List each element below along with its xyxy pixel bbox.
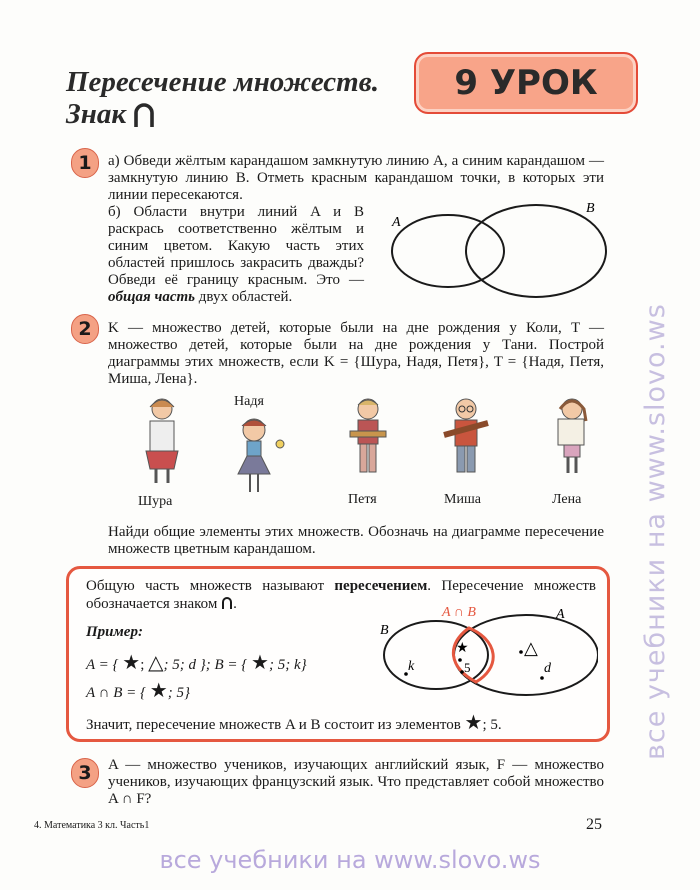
star-icon: ★ <box>149 680 168 702</box>
title-line-1: Пересечение множеств. <box>66 66 379 98</box>
child-name-nadya: Надя <box>234 394 264 409</box>
oval-a-label: A <box>392 215 401 230</box>
child-name-petya: Петя <box>348 492 377 507</box>
element-five: 5 <box>464 660 471 675</box>
set-a-definition: A = { ★; △; 5; d }; B = { ★; 5; k} <box>86 652 307 674</box>
example-label: Пример: <box>86 624 143 640</box>
star-icon: ★ <box>464 712 483 734</box>
label-a: A <box>556 607 565 622</box>
task1-part-b: б) Области внутри линий A и B раскрась соответственно жёлтым и синим цветом. Какую часть этих областей пришлось закрасить дважды? Обведи её границу красным. Это — общая часть двух областей. <box>108 204 364 305</box>
element-triangle: △ <box>524 638 538 659</box>
label-a-intersect-b: A ∩ B <box>442 605 476 620</box>
intersection-sign-icon <box>133 101 155 127</box>
rule-definition: Общую часть множеств называют пересечением. Пересечение множеств обозначается знаком . <box>86 578 596 612</box>
rule-conclusion: Значит, пересечение множеств A и B состоит из элементов ★; 5. <box>86 712 502 734</box>
rule-term: пересечением <box>334 578 428 594</box>
task2-text: K — множество детей, которые были на дне рождения у Коли, T — множество детей, которые были на дне рождения у Тани. Построй диаграммы этих множеств, если K = {Шура, Надя, Петя}, T = {Надя, Петя, Миша, Лена}. <box>108 320 604 387</box>
two-ovals-diagram <box>380 196 610 308</box>
triangle-icon: △ <box>148 652 164 674</box>
element-dot <box>460 670 464 674</box>
element-d: d <box>544 661 551 676</box>
child-shura-illustration <box>140 395 184 485</box>
oval-b-label: B <box>586 201 595 216</box>
oval-b <box>466 205 606 297</box>
task1-emphasis: общая часть <box>108 289 196 305</box>
task-number-2: 2 <box>71 314 99 344</box>
venn-diagram <box>376 600 598 700</box>
task3-text: A — множество учеников, изучающих английский язык, F — множество учеников, изучающих французский язык. Что представляет собой множество A ∩ F? <box>108 757 604 807</box>
child-lena-illustration <box>550 395 594 477</box>
bottom-watermark: все учебники на www.slovo.ws <box>159 846 541 874</box>
star-icon: ★ <box>251 652 269 674</box>
element-dot <box>540 676 544 680</box>
lesson-badge: 9 УРОК <box>414 52 638 114</box>
child-name-misha: Миша <box>444 492 481 507</box>
child-name-shura: Шура <box>138 494 173 509</box>
child-misha-illustration <box>440 395 492 477</box>
element-dot <box>519 650 523 654</box>
task2-after-text: Найди общие элементы этих множеств. Обозначь на диаграмме пересечение множеств цветным карандашом. <box>108 524 604 557</box>
task-number-3: 3 <box>71 758 99 788</box>
intersection-sign-icon <box>221 595 233 609</box>
child-petya-illustration <box>346 395 390 477</box>
title-line-2: Знак <box>66 98 379 130</box>
label-b: B <box>380 623 389 638</box>
star-icon: ★ <box>122 652 141 674</box>
footer-book-title: 4. Математика 3 кл. Часть1 <box>34 820 150 831</box>
element-k: k <box>408 659 415 674</box>
element-star: ★ <box>456 640 469 656</box>
element-dot <box>404 672 408 676</box>
page-number: 25 <box>586 816 602 833</box>
child-name-lena: Лена <box>552 492 582 507</box>
intersection-definition: A ∩ B = { ★; 5} <box>86 680 190 702</box>
child-nadya-illustration <box>230 416 286 496</box>
task1-part-a: а) Обведи жёлтым карандашом замкнутую линию A, а синим карандашом — замкнутую линию B. Отметь красным карандашом точки, в которых эти линии пересекаются. <box>108 153 604 203</box>
task-number-1: 1 <box>71 148 99 178</box>
element-dot <box>458 658 462 662</box>
oval-a <box>392 215 504 287</box>
page-title <box>66 66 379 130</box>
side-watermark: все учебники на www.slovo.ws <box>640 303 671 760</box>
